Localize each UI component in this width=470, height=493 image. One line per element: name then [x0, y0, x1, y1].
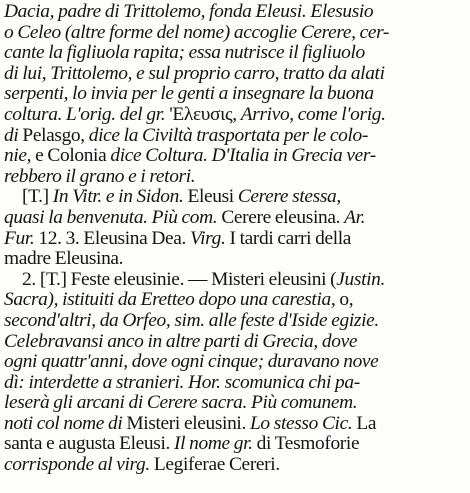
- text-segment: second'altri, da Orfeo, sim. alle feste d'Iside egizie.: [4, 309, 379, 331]
- text-segment: Virg.: [190, 227, 230, 249]
- text-segment: cante la figliuola rapita; essa nutrisce il figliuolo: [4, 42, 365, 64]
- text-segment: ogni quattr'anni, dove ogni cinque; duravano nove: [4, 351, 379, 373]
- text-segment: Justin.: [336, 268, 385, 290]
- text-line: [4, 187, 466, 208]
- text-segment: di: [4, 124, 23, 146]
- text-line: [4, 229, 466, 250]
- text-line: [4, 126, 466, 147]
- text-segment: Pelasgo,: [22, 124, 89, 146]
- text-line: [4, 434, 466, 455]
- text-segment: dice Coltura. D'Italia in Grecia ver-: [110, 145, 376, 167]
- text-segment: Legiferae Cereri.: [153, 454, 280, 476]
- text-segment: T.: [28, 186, 43, 208]
- text-segment: ] Feste eleusinie. — Misteri eleusini (: [60, 268, 337, 290]
- text-segment: 12. 3. Eleusina Dea.: [38, 227, 191, 249]
- text-segment: Fur.: [4, 227, 39, 249]
- text-segment: rebbero il grano e i retori.: [4, 165, 196, 187]
- text-line: [4, 105, 466, 126]
- text-segment: Eleusi: [187, 186, 238, 208]
- text-segment: Celebravansi anco in altre parti di Grecia, dove: [4, 330, 358, 352]
- dictionary-entry-text: [4, 2, 466, 476]
- text-segment: , o,: [330, 289, 354, 311]
- text-segment: santa e augusta Eleusi.: [4, 433, 174, 455]
- text-line: [4, 208, 466, 229]
- text-segment: gr.: [146, 103, 166, 125]
- text-segment: ]: [42, 186, 53, 208]
- text-line: [4, 270, 466, 291]
- text-segment: o Celeo (altre forme del nome) accoglie Cerere, cer-: [4, 21, 390, 43]
- text-segment: Cerere stessa,: [237, 186, 341, 208]
- text-segment: La: [356, 412, 377, 434]
- text-line: [4, 23, 466, 44]
- text-line: [4, 373, 466, 394]
- text-segment: e Colonia: [35, 145, 111, 167]
- text-segment: quasi la benvenuta. Più com.: [4, 206, 222, 228]
- text-segment: coltura. L'orig. del: [4, 103, 147, 125]
- text-segment: dice la Civiltà trasportata per le colo-: [88, 124, 368, 146]
- text-segment: corrisponde al virg.: [4, 454, 154, 476]
- text-segment: T.: [45, 268, 61, 290]
- text-segment: 2. [: [22, 268, 46, 290]
- text-line: [4, 352, 466, 373]
- text-segment: Misteri eleusini.: [126, 412, 250, 434]
- text-line: [4, 43, 466, 64]
- text-segment: leserà gli arcani di Cerere sacra. Più comunem.: [4, 392, 358, 414]
- text-line: [4, 84, 466, 105]
- text-segment: nie,: [4, 145, 36, 167]
- text-line: [4, 332, 466, 353]
- text-line: [4, 2, 466, 23]
- text-segment: I tardi carri della: [229, 227, 352, 249]
- text-line: [4, 311, 466, 332]
- text-line: [4, 290, 466, 311]
- text-line: [4, 393, 466, 414]
- text-line: [4, 64, 466, 85]
- text-line: [4, 146, 466, 167]
- text-segment: In Vitr. e in Sidon.: [52, 186, 188, 208]
- text-segment: noti col nome di: [4, 412, 127, 434]
- text-segment: 'Ελευσις,: [165, 103, 241, 125]
- text-segment: Arrivo, come l'orig.: [240, 103, 386, 125]
- text-line: [4, 249, 466, 270]
- text-line: [4, 414, 466, 435]
- text-line: [4, 167, 466, 188]
- text-segment: Il nome gr.: [174, 433, 257, 455]
- text-segment: dì: interdette a stranieri. Hor. scomunica chi pa-: [4, 371, 360, 393]
- text-line: [4, 455, 466, 476]
- text-segment: madre Eleusina.: [4, 248, 124, 270]
- text-segment: Sacra), istituiti da Eretteo dopo una carestia: [4, 289, 331, 311]
- text-segment: Dacia, padre di Trittolemo, fonda Eleusi. Elesusio: [4, 1, 374, 22]
- text-segment: di Tesmoforie: [256, 433, 360, 455]
- text-segment: Lo stesso Cic.: [249, 412, 357, 434]
- text-segment: Ar.: [344, 206, 366, 228]
- text-segment: di lui, Trittolemo, e sul proprio carro, tratto da alati: [4, 62, 385, 84]
- text-segment: serpenti, lo invia per le genti a insegnare la buona: [4, 83, 374, 105]
- text-segment: [: [22, 186, 29, 208]
- text-segment: Cerere eleusina.: [221, 206, 345, 228]
